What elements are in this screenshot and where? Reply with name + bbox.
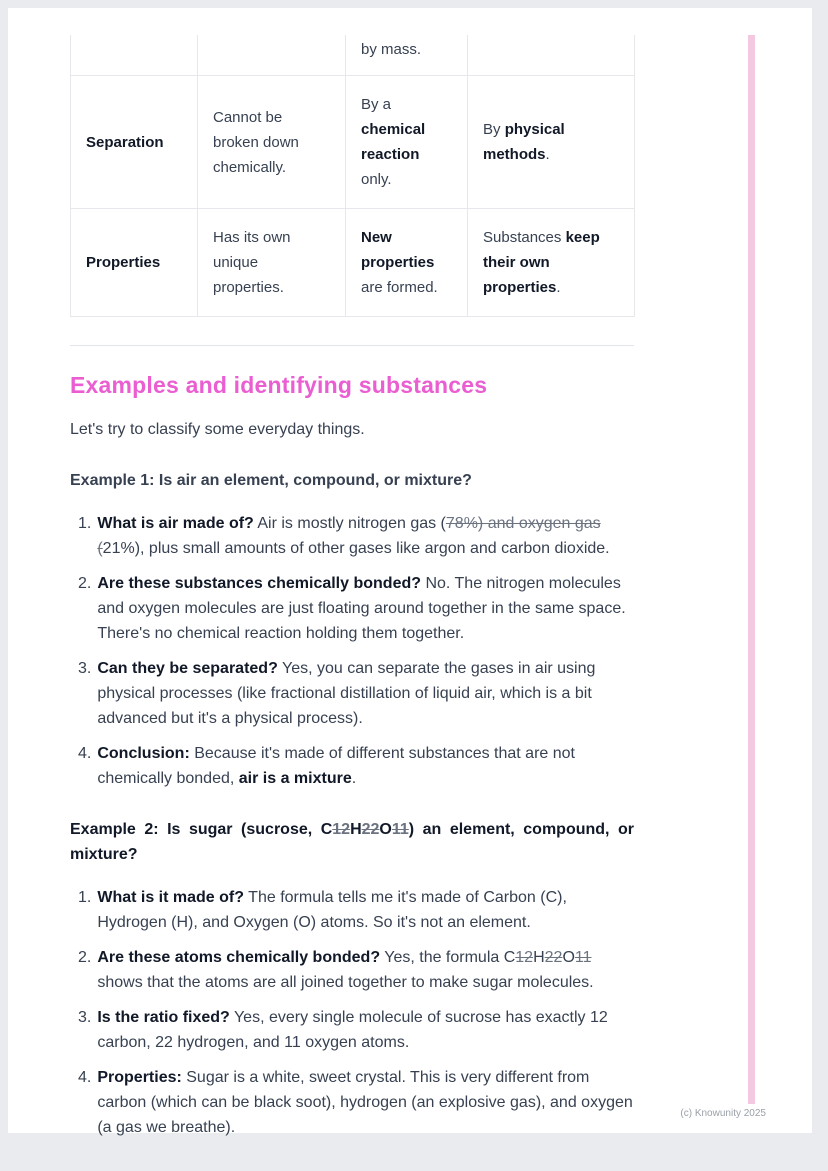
strikethrough-text: 22 <box>544 949 563 966</box>
list-item <box>70 511 634 561</box>
cell-text: Substances <box>483 229 566 246</box>
table-cell <box>198 209 346 317</box>
table-cell <box>468 35 635 76</box>
section-divider <box>70 345 634 346</box>
list-item-text: Can they be separated? Yes, you can separate the gases in air using physical processes (like fractional distillation of liquid air, which is a bit advanced but it's a physical process). <box>97 660 596 727</box>
strikethrough-text: 78%) and oxygen gas ( <box>97 515 601 557</box>
list-item-text: Are these substances chemically bonded? No. The nitrogen molecules and oxygen molecules are just floating around together in the same space. There's no chemical reaction holding them together. <box>97 575 626 642</box>
table-cell <box>346 35 468 76</box>
list-item <box>70 571 634 646</box>
row-label: Properties <box>86 254 161 271</box>
list-item-text: What is air made of? Air is mostly nitrogen gas (78%) and oxygen gas (21%), plus small amounts of other gases like argon and carbon dioxide. <box>97 515 610 557</box>
cell-text: by mass. <box>361 41 422 58</box>
cell-text: . <box>556 279 561 296</box>
list-item-text: Conclusion: Because it's made of different substances that are not chemically bonded, air is a mixture. <box>97 745 575 787</box>
cell-text-bold: New properties <box>361 229 435 271</box>
list-item <box>70 1065 634 1140</box>
page-edge-accent-stripe <box>748 35 755 1104</box>
document-page <box>8 8 812 1136</box>
list-number: 3. <box>78 660 92 677</box>
table-cell <box>468 76 635 209</box>
example2-list <box>70 885 634 1140</box>
cell-text: Cannot be broken down chemically. <box>213 108 299 176</box>
list-item <box>70 741 634 791</box>
table-cell <box>346 76 468 209</box>
list-number: 1. <box>78 515 92 532</box>
table-row-header <box>71 76 198 209</box>
list-number: 3. <box>78 1009 92 1026</box>
list-number: 2. <box>78 575 92 592</box>
example2-heading: Example 2: Is sugar (sucrose, C12H22O11) an element, compound, or mixture? <box>70 821 635 863</box>
copyright-watermark: (c) Knowunity 2025 <box>680 1108 766 1119</box>
strikethrough-text: 12 <box>515 949 534 966</box>
table-cell <box>198 76 346 209</box>
table-row-properties <box>71 209 635 317</box>
intro-paragraph: Let's try to classify some everyday things. <box>70 421 365 438</box>
cell-text: Has its own unique properties. <box>213 229 291 296</box>
table-cell <box>468 209 635 317</box>
cell-text-bold: physical methods <box>483 121 565 163</box>
table-row-separation <box>71 76 635 209</box>
list-item-text: Are these atoms chemically bonded? Yes, the formula C12H22O11 shows that the atoms are all joined together to make sugar molecules. <box>97 949 594 991</box>
cell-text-bold: keep their own properties <box>483 229 600 296</box>
list-item <box>70 945 634 995</box>
list-number: 4. <box>78 1069 92 1086</box>
comparison-table <box>70 35 635 317</box>
example1-list <box>70 511 634 791</box>
list-item-text: Is the ratio fixed? Yes, every single molecule of sucrose has exactly 12 carbon, 22 hydrogen, and 11 oxygen atoms. <box>97 1009 608 1051</box>
table-cell <box>198 35 346 76</box>
list-number: 4. <box>78 745 92 762</box>
strikethrough-text: 11 <box>391 821 409 838</box>
list-item-text: Properties: Sugar is a white, sweet crystal. This is very different from carbon (which can be black soot), hydrogen (an explosive gas), and oxygen (a gas we breathe). <box>97 1069 633 1136</box>
example1-heading: Example 1: Is air an element, compound, or mixture? <box>70 472 472 489</box>
cell-text: By a <box>361 96 392 113</box>
strikethrough-text: 12 <box>332 821 351 838</box>
list-item <box>70 656 634 731</box>
cell-text-bold: chemical reaction <box>361 121 426 163</box>
table-cell <box>346 209 468 317</box>
list-item <box>70 885 634 935</box>
table-row-partial <box>71 35 635 76</box>
section-heading: Examples and identifying substances <box>70 372 488 398</box>
strikethrough-text: 11 <box>574 949 592 966</box>
table-cell <box>71 35 198 76</box>
row-label: Separation <box>86 133 164 151</box>
cell-text: only. <box>361 171 392 188</box>
list-item-text: What is it made of? The formula tells me it's made of Carbon (C), Hydrogen (H), and Oxygen (O) atoms. So it's not an element. <box>97 889 567 931</box>
list-number: 1. <box>78 889 92 906</box>
document-content <box>70 35 634 1166</box>
list-number: 2. <box>78 949 92 966</box>
table-row-header <box>71 209 198 317</box>
cell-text: . <box>545 146 550 163</box>
strikethrough-text: 22 <box>361 821 380 838</box>
cell-text: By <box>483 121 505 138</box>
cell-text: are formed. <box>361 279 438 296</box>
list-item <box>70 1005 634 1055</box>
